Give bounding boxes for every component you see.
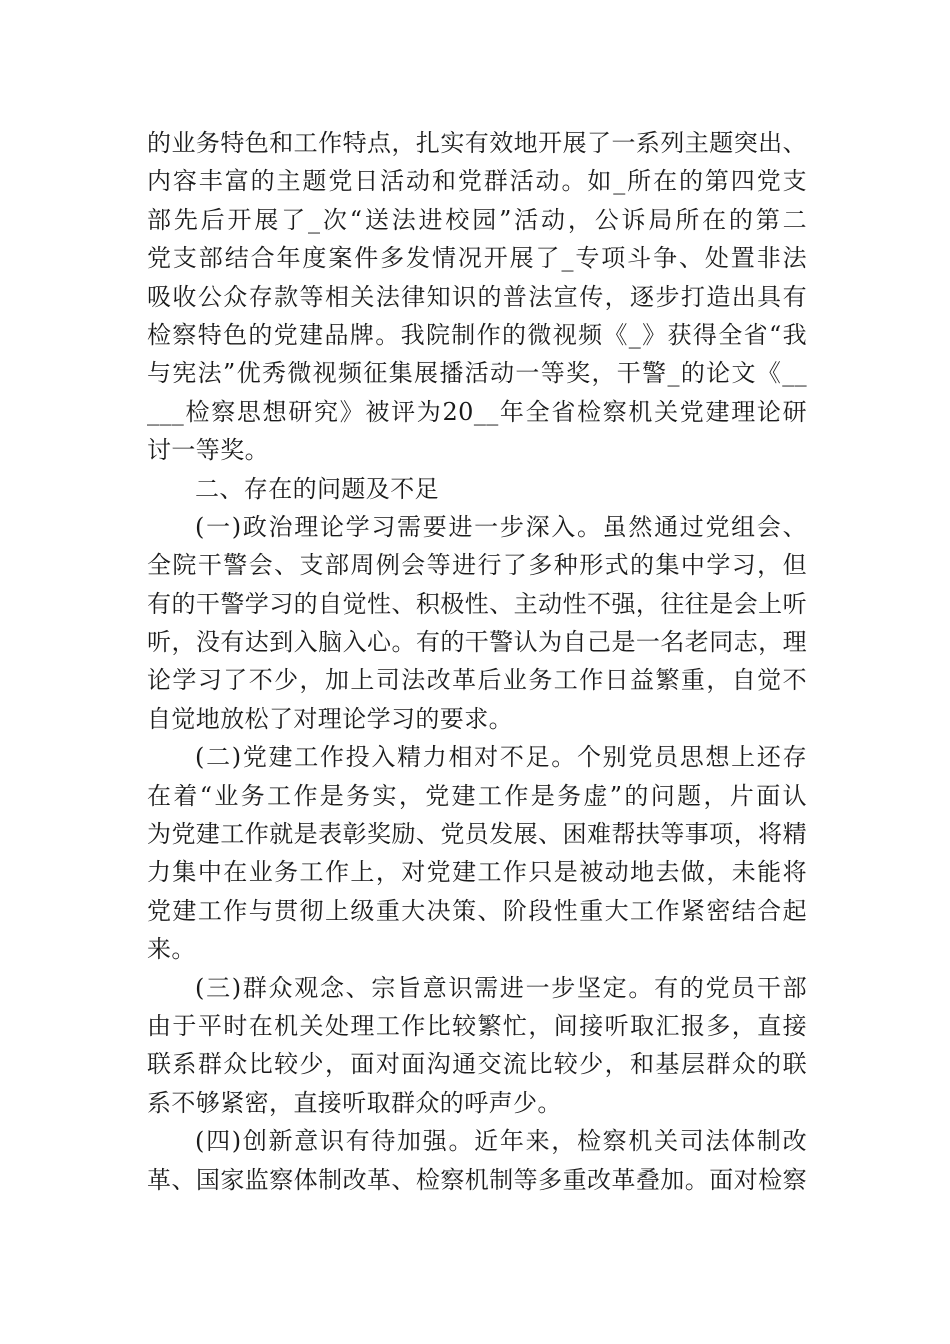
text-line: 检察特色的党建品牌。我院制作的微视频《_》获得全省“我: [147, 320, 807, 349]
text-line: 二、存在的问题及不足: [195, 474, 439, 503]
text-line: 由于平时在机关处理工作比较繁忙，间接听取汇报多，直接: [147, 1011, 807, 1040]
text-line: 的业务特色和工作特点，扎实有效地开展了一系列主题突出、: [147, 129, 807, 157]
text-line: 为党建工作就是表彰奖励、党员发展、困难帮扶等事项，将精: [147, 820, 807, 849]
text-line: 部先后开展了_次“送法进校园”活动，公诉局所在的第二: [147, 205, 807, 234]
text-line: 讨一等奖。: [147, 436, 269, 465]
text-line: 与宪法”优秀微视频征集展播活动一等奖，干警_的论文《__: [147, 359, 807, 388]
text-line: 党建工作与贯彻上级重大决策、阶段性重大工作紧密结合起: [147, 896, 807, 925]
text-line: 力集中在业务工作上，对党建工作只是被动地去做，未能将: [147, 858, 807, 887]
text-line: (三)群众观念、宗旨意识需进一步坚定。有的党员干部: [195, 973, 807, 1002]
text-line: ___检察思想研究》被评为20__年全省检察机关党建理论研: [147, 397, 807, 426]
text-line: 全院干警会、支部周例会等进行了多种形式的集中学习，但: [147, 551, 807, 580]
text-line: 听，没有达到入脑入心。有的干警认为自己是一名老同志，理: [147, 628, 807, 657]
text-line: 有的干警学习的自觉性、积极性、主动性不强，往往是会上听: [147, 589, 807, 618]
text-line: (一)政治理论学习需要进一步深入。虽然通过党组会、: [195, 512, 807, 541]
text-line: (四)创新意识有待加强。近年来，检察机关司法体制改: [195, 1127, 807, 1156]
text-line: 在着“业务工作是务实，党建工作是务虚”的问题，片面认: [147, 781, 807, 810]
text-line: 革、国家监察体制改革、检察机制等多重改革叠加。面对检察: [147, 1165, 807, 1194]
text-line: 论学习了不少，加上司法改革后业务工作日益繁重，自觉不: [147, 666, 807, 695]
document-body: [147, 124, 807, 1199]
text-line: 党支部结合年度案件多发情况开展了_专项斗争、处置非法: [147, 244, 807, 273]
text-line: (二)党建工作投入精力相对不足。个别党员思想上还存: [195, 743, 807, 772]
text-line: 自觉地放松了对理论学习的要求。: [147, 704, 513, 733]
text-line: 内容丰富的主题党日活动和党群活动。如_所在的第四党支: [147, 167, 807, 196]
text-line: 系不够紧密，直接听取群众的呼声少。: [147, 1088, 562, 1117]
text-line: 联系群众比较少，面对面沟通交流比较少，和基层群众的联: [147, 1050, 807, 1079]
text-line: 来。: [147, 935, 196, 964]
text-line: 吸收公众存款等相关法律知识的普法宣传，逐步打造出具有: [147, 282, 807, 311]
